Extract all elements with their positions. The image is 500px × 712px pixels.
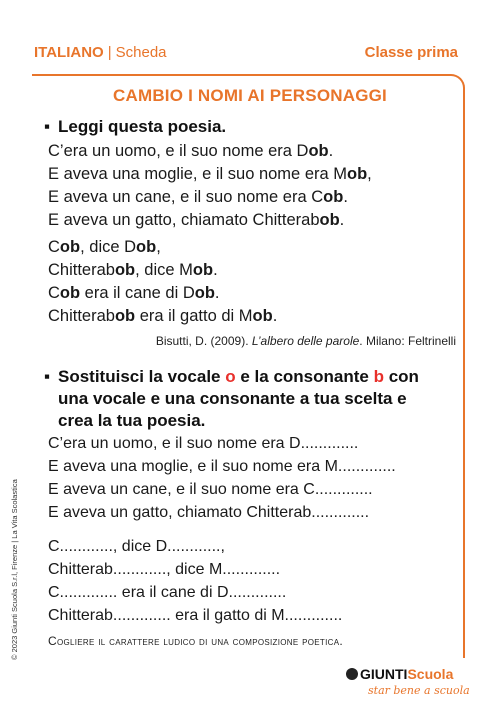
poem-bold-syllable: ob (192, 261, 214, 279)
citation-publisher: . Milano: Feltrinelli (359, 334, 456, 348)
poem-text: , dice M (135, 261, 193, 279)
instruction-replace-line3: crea la tua poesia. (58, 411, 206, 430)
bullet-icon: ▪ (44, 367, 51, 386)
poem-text: C (48, 238, 60, 256)
fill-line: E aveva un gatto, chiamato Chitterab............. (48, 504, 370, 521)
poem-bold-syllable: ob (194, 284, 215, 302)
poem-line (48, 282, 277, 305)
teacher-note: Cogliere il carattere ludico di una composizione poetica. (48, 634, 343, 648)
poem-line (48, 186, 372, 209)
subject-label: ITALIANO (34, 44, 104, 61)
poem-bold-syllable: ob (308, 142, 329, 160)
poem-text: Chitterab (48, 261, 115, 279)
instruction-replace-part3: con (383, 367, 419, 386)
instruction-replace-line2: una vocale e una consonante a tua scelta e (58, 389, 407, 408)
poem-text: era il gatto di M (135, 307, 253, 325)
poem-text: . (328, 142, 334, 160)
class-level-label: Classe prima (364, 44, 458, 61)
poem-text: . (214, 284, 220, 302)
poem-text: . (272, 307, 278, 325)
poem-text: , (156, 238, 161, 256)
poem-text: , dice D (80, 238, 137, 256)
instruction-read (44, 116, 226, 138)
fill-line: C’era un uomo, e il suo nome era D............. (48, 435, 359, 452)
highlight-vowel: o (225, 367, 236, 386)
poem-bold-syllable: ob (319, 211, 340, 229)
fill-line: C............, dice D............, (48, 538, 225, 555)
fill-stanza-2 (48, 535, 342, 627)
poem-text: . (339, 211, 345, 229)
highlight-consonant: b (373, 367, 384, 386)
page-title: CAMBIO I NOMI AI PERSONAGGI (113, 86, 387, 105)
poem-bold-syllable: ob (252, 307, 273, 325)
fill-line: C............. era il cane di D............. (48, 584, 287, 601)
poem-stanza-2 (48, 236, 277, 328)
poem-text: , (367, 165, 372, 183)
copyright-vertical: © 2023 Giunti Scuola S.r.l, Firenze | La Vita Scolastica (10, 479, 19, 660)
poem-line (48, 305, 277, 328)
poem-text: . (213, 261, 218, 279)
publisher-logo (346, 666, 453, 684)
fill-stanza-1 (48, 432, 396, 524)
poem-bold-syllable: ob (114, 261, 136, 279)
citation-author: Bisutti, D. (2009). (155, 334, 252, 348)
poem-text: E aveva un gatto, chiamato Chitterab (48, 211, 320, 229)
poem-bold-syllable: ob (323, 188, 344, 206)
poem-text: E aveva un cane, e il suo nome era C (48, 188, 324, 206)
logo-brand: GIUNTI (360, 666, 408, 682)
instruction-replace-part2: e la consonante (235, 367, 374, 386)
poem-stanza-1 (48, 140, 372, 232)
fill-line: Chitterab............, dice M............. (48, 561, 281, 578)
poem-bold-syllable: ob (347, 165, 368, 183)
header-separator: | (107, 44, 112, 61)
poem-line (48, 140, 372, 163)
poem-text: C (48, 284, 60, 302)
sheet-type-label: Scheda (115, 44, 167, 61)
citation-work: L’albero delle parole (251, 334, 360, 348)
poem-text: Chitterab (48, 307, 115, 325)
instruction-read-text: Leggi questa poesia. (58, 117, 227, 136)
poem-text: C’era un uomo, e il suo nome era D (48, 142, 309, 160)
poem-bold-syllable: ob (114, 307, 136, 325)
poem-text: . (343, 188, 348, 206)
poem-text: E aveva una moglie, e il suo nome era M (48, 165, 347, 183)
instruction-replace-part1: Sostituisci la vocale (58, 367, 226, 386)
bullet-icon: ▪ (44, 117, 51, 136)
fill-line: E aveva una moglie, e il suo nome era M............. (48, 458, 396, 475)
fill-line: E aveva un cane, e il suo nome era C............. (48, 481, 373, 498)
poem-bold-syllable: ob (59, 238, 81, 256)
poem-line (48, 209, 372, 232)
poem-line (48, 236, 277, 259)
poem-line (48, 163, 372, 186)
logo-brand-2: Scuola (407, 666, 454, 682)
poem-bold-syllable: ob (59, 284, 81, 302)
logo-mark-icon (346, 668, 358, 680)
poem-text: era il cane di D (80, 284, 195, 302)
poem-bold-syllable: ob (136, 238, 157, 256)
fill-line: Chitterab............. era il gatto di M............. (48, 607, 343, 624)
instruction-replace (44, 366, 419, 432)
citation (0, 334, 456, 348)
logo-tagline: star bene a scuola (368, 684, 470, 697)
poem-line (48, 259, 277, 282)
header-left (34, 44, 167, 61)
